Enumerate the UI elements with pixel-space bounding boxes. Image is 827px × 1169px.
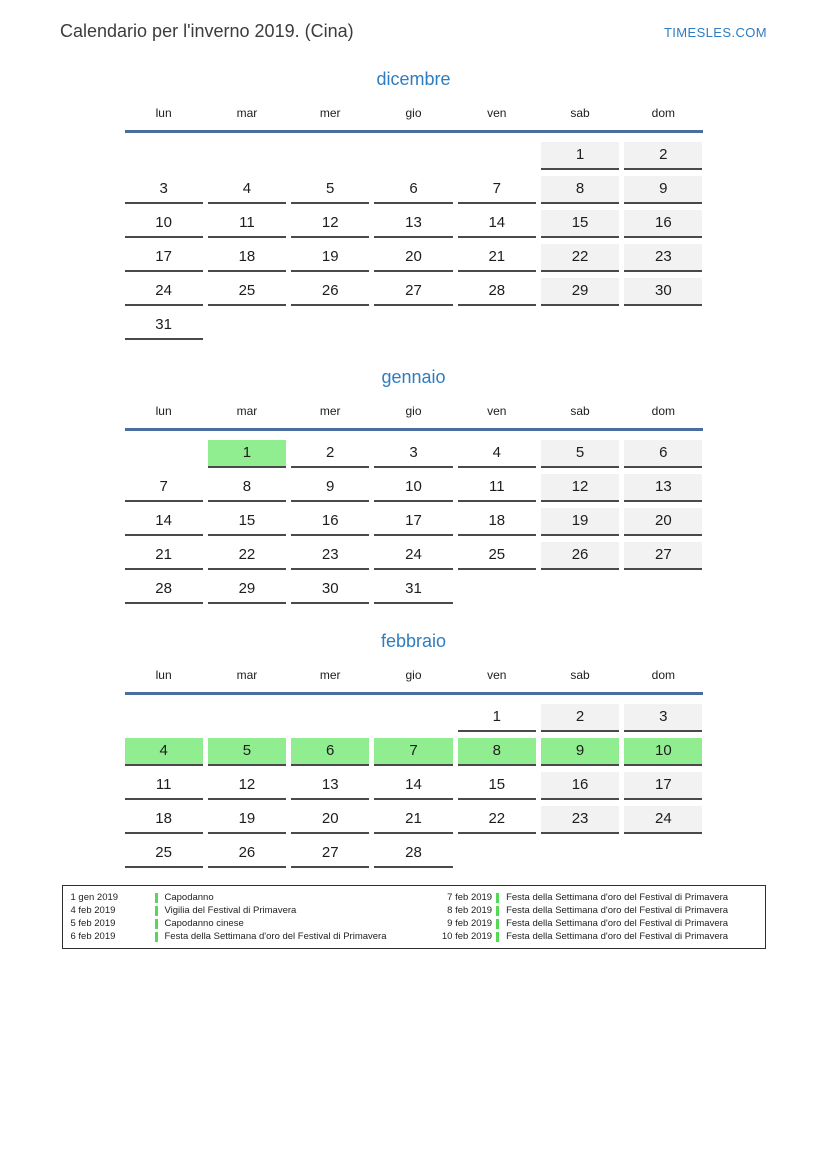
day-cell: 8 <box>541 176 619 204</box>
empty-cell <box>458 312 536 338</box>
day-cell: 20 <box>374 244 452 272</box>
day-cell: 13 <box>291 772 369 800</box>
month-title: gennaio <box>381 367 446 387</box>
legend-entry <box>71 917 435 930</box>
day-cell: 13 <box>374 210 452 238</box>
weekday-header: lun <box>155 106 172 120</box>
month-dicembre <box>125 67 703 340</box>
day-cell: 25 <box>125 840 203 868</box>
day-cell: 1 <box>208 440 286 468</box>
day-cell: 25 <box>208 278 286 306</box>
weekday-header: mer <box>319 404 341 418</box>
day-cell: 8 <box>208 474 286 502</box>
legend-entry-name: Capodanno <box>164 892 214 903</box>
day-cell: 18 <box>458 508 536 536</box>
weekday-header: dom <box>651 106 676 120</box>
day-cell: 15 <box>208 508 286 536</box>
weekday-header: ven <box>487 404 507 418</box>
holiday-marker-icon <box>496 932 499 942</box>
day-cell: 20 <box>624 508 702 536</box>
day-cell: 9 <box>541 738 619 766</box>
weekday-header: ven <box>487 668 507 682</box>
empty-cell <box>458 576 536 602</box>
day-cell: 15 <box>458 772 536 800</box>
weekday-header: sab <box>570 106 590 120</box>
legend-entry-date: 7 feb 2019 <box>447 892 493 903</box>
empty-cell <box>125 142 203 168</box>
day-cell: 14 <box>374 772 452 800</box>
legend-entry <box>434 891 756 904</box>
holiday-marker-icon <box>155 919 158 929</box>
day-cell: 17 <box>374 508 452 536</box>
day-cell: 4 <box>458 440 536 468</box>
holiday-marker-icon <box>496 893 499 903</box>
empty-cell <box>291 704 369 730</box>
weekday-header: sab <box>570 404 590 418</box>
day-cell: 19 <box>208 806 286 834</box>
month-grid <box>125 142 703 340</box>
empty-cell <box>291 142 369 168</box>
day-cell: 6 <box>291 738 369 766</box>
page-header <box>0 0 827 42</box>
empty-cell <box>624 840 702 866</box>
day-cell: 4 <box>125 738 203 766</box>
weekday-header-row <box>125 106 703 133</box>
weekday-header: mar <box>236 404 258 418</box>
legend-entry-name: Festa della Settimana d'oro del Festival di Primavera <box>164 931 387 942</box>
legend-entry-name: Festa della Settimana d'oro del Festival di Primavera <box>506 905 729 916</box>
legend-entry <box>434 904 756 917</box>
month-grid <box>125 440 703 604</box>
weekday-header: dom <box>651 668 676 682</box>
weekday-header: gio <box>405 106 422 120</box>
day-cell: 24 <box>374 542 452 570</box>
legend-column <box>71 891 435 943</box>
day-cell: 18 <box>125 806 203 834</box>
day-cell: 24 <box>624 806 702 834</box>
legend-entry <box>71 904 435 917</box>
day-cell: 28 <box>374 840 452 868</box>
empty-cell <box>208 704 286 730</box>
legend-column <box>434 891 756 943</box>
legend-entry-name: Festa della Settimana d'oro del Festival di Primavera <box>506 918 729 929</box>
day-cell: 9 <box>624 176 702 204</box>
day-cell: 25 <box>458 542 536 570</box>
weekday-header: gio <box>405 668 422 682</box>
day-cell: 21 <box>374 806 452 834</box>
day-cell: 8 <box>458 738 536 766</box>
month-title: febbraio <box>380 631 447 651</box>
day-cell: 5 <box>291 176 369 204</box>
day-cell: 14 <box>458 210 536 238</box>
day-cell: 5 <box>208 738 286 766</box>
page-title: Calendario per l'inverno 2019. (Cina) <box>60 21 354 41</box>
day-cell: 16 <box>291 508 369 536</box>
empty-cell <box>208 312 286 338</box>
legend-entry <box>71 891 435 904</box>
day-cell: 22 <box>541 244 619 272</box>
day-cell: 27 <box>374 278 452 306</box>
weekday-header: ven <box>487 106 507 120</box>
holiday-marker-icon <box>155 906 158 916</box>
day-cell: 17 <box>624 772 702 800</box>
day-cell: 10 <box>125 210 203 238</box>
day-cell: 3 <box>374 440 452 468</box>
legend-entry-date: 10 feb 2019 <box>441 931 493 942</box>
weekday-header: lun <box>155 668 172 682</box>
day-cell: 4 <box>208 176 286 204</box>
day-cell: 21 <box>458 244 536 272</box>
day-cell: 12 <box>208 772 286 800</box>
day-cell: 19 <box>541 508 619 536</box>
weekday-header: dom <box>651 404 676 418</box>
day-cell: 18 <box>208 244 286 272</box>
legend-entry-date: 5 feb 2019 <box>70 918 116 929</box>
weekday-header: mar <box>236 106 258 120</box>
weekday-header: mer <box>319 668 341 682</box>
day-cell: 27 <box>624 542 702 570</box>
day-cell: 2 <box>541 704 619 732</box>
day-cell: 11 <box>208 210 286 238</box>
day-cell: 23 <box>624 244 702 272</box>
day-cell: 30 <box>624 278 702 306</box>
weekday-header-row <box>125 668 703 695</box>
holiday-legend <box>62 885 766 949</box>
day-cell: 12 <box>541 474 619 502</box>
empty-cell <box>291 312 369 338</box>
empty-cell <box>125 704 203 730</box>
legend-entry-date: 8 feb 2019 <box>447 905 493 916</box>
day-cell: 15 <box>541 210 619 238</box>
day-cell: 22 <box>458 806 536 834</box>
day-cell: 27 <box>291 840 369 868</box>
empty-cell <box>374 142 452 168</box>
empty-cell <box>458 142 536 168</box>
legend-entry-date: 1 gen 2019 <box>70 892 119 903</box>
day-cell: 31 <box>125 312 203 340</box>
day-cell: 16 <box>541 772 619 800</box>
day-cell: 13 <box>624 474 702 502</box>
day-cell: 30 <box>291 576 369 604</box>
empty-cell <box>541 576 619 602</box>
day-cell: 26 <box>291 278 369 306</box>
day-cell: 23 <box>541 806 619 834</box>
holiday-marker-icon <box>155 932 158 942</box>
month-gennaio <box>125 365 703 604</box>
weekday-header: gio <box>405 404 422 418</box>
day-cell: 19 <box>291 244 369 272</box>
day-cell: 28 <box>125 576 203 604</box>
day-cell: 2 <box>291 440 369 468</box>
day-cell: 11 <box>458 474 536 502</box>
empty-cell <box>624 312 702 338</box>
legend-entry-date: 6 feb 2019 <box>70 931 116 942</box>
day-cell: 1 <box>541 142 619 170</box>
empty-cell <box>374 312 452 338</box>
day-cell: 23 <box>291 542 369 570</box>
month-title: dicembre <box>376 69 451 89</box>
day-cell: 31 <box>374 576 452 604</box>
day-cell: 26 <box>541 542 619 570</box>
weekday-header: mar <box>236 668 258 682</box>
day-cell: 7 <box>374 738 452 766</box>
day-cell: 21 <box>125 542 203 570</box>
holiday-marker-icon <box>496 919 499 929</box>
day-cell: 1 <box>458 704 536 732</box>
day-cell: 5 <box>541 440 619 468</box>
day-cell: 3 <box>125 176 203 204</box>
day-cell: 6 <box>624 440 702 468</box>
empty-cell <box>125 440 203 466</box>
empty-cell <box>541 840 619 866</box>
legend-entry-name: Capodanno cinese <box>164 918 244 929</box>
legend-entry-name: Festa della Settimana d'oro del Festival di Primavera <box>506 892 729 903</box>
day-cell: 10 <box>624 738 702 766</box>
day-cell: 22 <box>208 542 286 570</box>
legend-entry <box>434 917 756 930</box>
day-cell: 7 <box>125 474 203 502</box>
day-cell: 26 <box>208 840 286 868</box>
day-cell: 20 <box>291 806 369 834</box>
legend-entry-name: Vigilia del Festival di Primavera <box>164 905 297 916</box>
weekday-header-row <box>125 404 703 431</box>
weekday-header: lun <box>155 404 172 418</box>
weekday-header: mer <box>319 106 341 120</box>
day-cell: 10 <box>374 474 452 502</box>
legend-entry-name: Festa della Settimana d'oro del Festival di Primavera <box>506 931 729 942</box>
day-cell: 17 <box>125 244 203 272</box>
empty-cell <box>458 840 536 866</box>
day-cell: 11 <box>125 772 203 800</box>
day-cell: 6 <box>374 176 452 204</box>
day-cell: 29 <box>208 576 286 604</box>
empty-cell <box>208 142 286 168</box>
day-cell: 9 <box>291 474 369 502</box>
day-cell: 16 <box>624 210 702 238</box>
day-cell: 3 <box>624 704 702 732</box>
month-grid <box>125 704 703 868</box>
site-logo-link[interactable]: TIMESLES.COM <box>663 25 767 40</box>
legend-entry-date: 9 feb 2019 <box>447 918 493 929</box>
day-cell: 28 <box>458 278 536 306</box>
months <box>125 67 703 868</box>
day-cell: 7 <box>458 176 536 204</box>
day-cell: 24 <box>125 278 203 306</box>
empty-cell <box>541 312 619 338</box>
day-cell: 29 <box>541 278 619 306</box>
empty-cell <box>624 576 702 602</box>
day-cell: 14 <box>125 508 203 536</box>
holiday-marker-icon <box>496 906 499 916</box>
day-cell: 2 <box>624 142 702 170</box>
month-febbraio <box>125 629 703 868</box>
legend-entry <box>71 930 435 943</box>
empty-cell <box>374 704 452 730</box>
holiday-marker-icon <box>155 893 158 903</box>
legend-entry-date: 4 feb 2019 <box>70 905 116 916</box>
weekday-header: sab <box>570 668 590 682</box>
day-cell: 12 <box>291 210 369 238</box>
legend-entry <box>434 930 756 943</box>
